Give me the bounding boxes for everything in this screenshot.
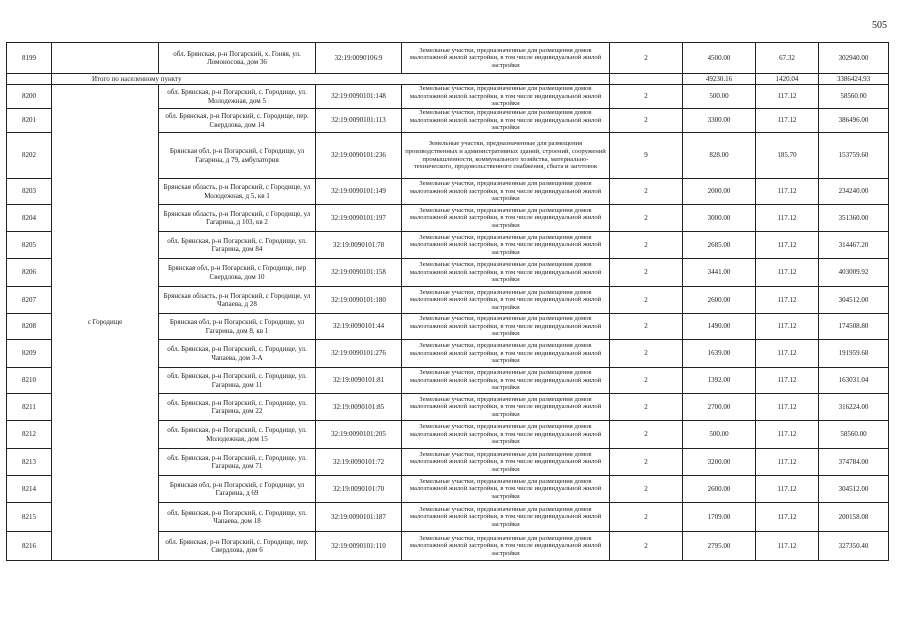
cadastral-number: 32:19:0090101:85 [316, 394, 402, 421]
row-number: 8204 [7, 205, 52, 232]
value-cell: 304512.00 [819, 287, 889, 314]
category-cell: 9 [610, 133, 683, 179]
area-cell: 2600.00 [683, 476, 756, 503]
rate-cell: 117.12 [756, 503, 819, 532]
land-use-cell: Земельные участки, предназначенные для размещения домов малоэтажной жилой застройки, в том числе индивидуальной жилой застройки [402, 205, 610, 232]
locality-name: с Городище [52, 85, 159, 561]
address-cell: обл. Брянская, р-н Погарский, с. Городище, ул. Молодежная, дом 15 [159, 421, 316, 449]
area-cell: 2700.00 [683, 394, 756, 421]
address-cell: обл. Брянская, р-н Погарский, с. Городище, пер. Свердлова, дом 6 [159, 532, 316, 561]
empty-cell [610, 74, 683, 85]
area-cell: 4500.00 [683, 43, 756, 74]
rate-cell: 117.12 [756, 532, 819, 561]
cadastral-number: 32:19:0090106:9 [316, 43, 402, 74]
category-cell: 2 [610, 232, 683, 259]
area-cell: 1392.00 [683, 368, 756, 394]
rate-cell: 117.12 [756, 476, 819, 503]
row-number: 8203 [7, 179, 52, 205]
row-number: 8206 [7, 259, 52, 287]
row-number: 8208 [7, 314, 52, 340]
address-cell: обл. Брянская, р-н Погарский, с. Городище, ул. Гагарина, дом 11 [159, 368, 316, 394]
area-cell: 1709.00 [683, 503, 756, 532]
value-cell: 302940.00 [819, 43, 889, 74]
area-cell: 1490.00 [683, 314, 756, 340]
rate-cell: 117.12 [756, 314, 819, 340]
address-cell: Брянская обл, р-н Погарский, с Городище, ул Гагарина, д 69 [159, 476, 316, 503]
address-cell: обл. Брянская, р-н Погарский, с. Городище, ул. Гагарина, дом 84 [159, 232, 316, 259]
land-use-cell: Земельные участки, предназначенные для размещения домов малоэтажной жилой застройки, в том числе индивидуальной жилой застройки [402, 476, 610, 503]
rate-cell: 117.12 [756, 421, 819, 449]
category-cell: 2 [610, 421, 683, 449]
rate-cell: 117.12 [756, 109, 819, 133]
category-cell: 2 [610, 532, 683, 561]
value-cell: 191959.68 [819, 340, 889, 368]
category-cell: 2 [610, 179, 683, 205]
value-cell: 316224.00 [819, 394, 889, 421]
rate-cell: 185.70 [756, 133, 819, 179]
category-cell: 2 [610, 394, 683, 421]
cadastral-number: 32:19:0090101:78 [316, 232, 402, 259]
category-cell: 2 [610, 476, 683, 503]
locality-cell [52, 43, 159, 74]
value-cell: 374784.00 [819, 449, 889, 476]
value-cell: 386496.00 [819, 109, 889, 133]
land-use-cell: Земельные участки, предназначенные для размещения домов малоэтажной жилой застройки, в том числе индивидуальной жилой застройки [402, 421, 610, 449]
land-use-cell: Земельные участки, предназначенные для размещения домов малоэтажной жилой застройки, в том числе индивидуальной жилой застройки [402, 287, 610, 314]
address-cell: Брянская область, р-н Погарский, с Городище, ул Чапаева, д 28 [159, 287, 316, 314]
cadastral-number: 32:19:0090101:276 [316, 340, 402, 368]
address-cell: обл. Брянская, р-н Погарский, с. Городище, ул. Молодежная, дом 5 [159, 85, 316, 109]
cadastral-number: 32:19:0090101:205 [316, 421, 402, 449]
category-cell: 2 [610, 43, 683, 74]
address-cell: Брянская обл, р-н Погарский, с Городище, ул Гагарина, дом 8, кв 1 [159, 314, 316, 340]
area-cell: 2000.00 [683, 179, 756, 205]
row-number: 8209 [7, 340, 52, 368]
row-number: 8211 [7, 394, 52, 421]
rate-cell: 117.12 [756, 179, 819, 205]
value-cell: 234240.00 [819, 179, 889, 205]
total-value: 3386424.93 [819, 74, 889, 85]
land-registry-table [6, 42, 889, 561]
cadastral-number: 32:19:0090101:158 [316, 259, 402, 287]
cadastral-number: 32:19:0090101:236 [316, 133, 402, 179]
address-cell: обл. Брянская, р-н Погарский, с. Городище, ул. Гагарина, дом 71 [159, 449, 316, 476]
area-cell: 500.00 [683, 421, 756, 449]
cadastral-number: 32:19:0090101:72 [316, 449, 402, 476]
address-cell: Брянская обл, р-н Погарский, с Городище, ул Гагарина, д 79, амбулатория [159, 133, 316, 179]
address-cell: обл. Брянская, р-н Погарский, с. Городище, ул. Чапаева, дом 3-А [159, 340, 316, 368]
total-label: Итого по населенному пункту [52, 74, 610, 85]
cadastral-number: 32:19:0090101:70 [316, 476, 402, 503]
address-cell: обл. Брянская, р-н Погарский, х. Гоняя, ул. Ломоносова, дом 36 [159, 43, 316, 74]
address-cell: Брянская область, р-н Погарский, с Городище, ул Гагарина, д 103, кв 2 [159, 205, 316, 232]
cadastral-number: 32:19:0090101:110 [316, 532, 402, 561]
rate-cell: 117.12 [756, 205, 819, 232]
area-cell: 3441.00 [683, 259, 756, 287]
area-cell: 1639.00 [683, 340, 756, 368]
category-cell: 2 [610, 205, 683, 232]
address-cell: обл. Брянская, р-н Погарский, с. Городище, ул. Гагарина, дом 22 [159, 394, 316, 421]
address-cell: обл. Брянская, р-н Погарский, с. Городище, ул. Чапаева, дом 18 [159, 503, 316, 532]
rate-cell: 117.12 [756, 85, 819, 109]
category-cell: 2 [610, 449, 683, 476]
rate-cell: 117.12 [756, 368, 819, 394]
address-cell: обл. Брянская, р-н Погарский, с. Городище, пер. Свердлова, дом 14 [159, 109, 316, 133]
category-cell: 2 [610, 368, 683, 394]
row-number: 8200 [7, 85, 52, 109]
area-cell: 3300.00 [683, 109, 756, 133]
land-use-cell: Земельные участки, предназначенные для размещения домов малоэтажной жилой застройки, в том числе индивидуальной жилой застройки [402, 503, 610, 532]
cadastral-number: 32:19:0090101:149 [316, 179, 402, 205]
total-rate: 1420.04 [756, 74, 819, 85]
category-cell: 2 [610, 259, 683, 287]
row-number: 8212 [7, 421, 52, 449]
category-cell: 2 [610, 287, 683, 314]
row-number: 8214 [7, 476, 52, 503]
cadastral-number: 32:19:0090101:113 [316, 109, 402, 133]
land-use-cell: Земельные участки, предназначенные для размещения домов малоэтажной жилой застройки, в том числе индивидуальной жилой застройки [402, 532, 610, 561]
area-cell: 2795.00 [683, 532, 756, 561]
value-cell: 153759.60 [819, 133, 889, 179]
cadastral-number: 32:19:0090101:44 [316, 314, 402, 340]
cadastral-number: 32:19:0090101:81 [316, 368, 402, 394]
cadastral-number: 32:19:0090101:197 [316, 205, 402, 232]
value-cell: 58560.00 [819, 421, 889, 449]
area-cell: 3200.00 [683, 449, 756, 476]
address-cell: Брянская область, р-н Погарский, с Городище, ул Молодежная, д 5, кв 1 [159, 179, 316, 205]
category-cell: 2 [610, 340, 683, 368]
rate-cell: 117.12 [756, 340, 819, 368]
rate-cell: 67.32 [756, 43, 819, 74]
land-use-cell: Земельные участки, предназначенные для размещения домов малоэтажной жилой застройки, в том числе индивидуальной жилой застройки [402, 449, 610, 476]
rate-cell: 117.12 [756, 287, 819, 314]
page-number: 505 [872, 20, 887, 31]
value-cell: 58560.00 [819, 85, 889, 109]
land-use-cell: Земельные участки, предназначенные для размещения домов малоэтажной жилой застройки, в том числе индивидуальной жилой застройки [402, 43, 610, 74]
area-cell: 500.00 [683, 85, 756, 109]
row-number: 8210 [7, 368, 52, 394]
row-number: 8199 [7, 43, 52, 74]
row-number: 8201 [7, 109, 52, 133]
category-cell: 2 [610, 503, 683, 532]
land-use-cell: Земельные участки, предназначенные для размещения домов малоэтажной жилой застройки, в том числе индивидуальной жилой застройки [402, 394, 610, 421]
row-number: 8213 [7, 449, 52, 476]
rate-cell: 117.12 [756, 394, 819, 421]
land-use-cell: Земельные участки, предназначенные для размещения домов малоэтажной жилой застройки, в том числе индивидуальной жилой застройки [402, 179, 610, 205]
table-row [7, 85, 889, 109]
value-cell: 327350.40 [819, 532, 889, 561]
total-area: 49230.16 [683, 74, 756, 85]
address-cell: Брянская обл, р-н Погарский, с Городище, пер Свердлова, дом 10 [159, 259, 316, 287]
land-use-cell: Земельные участки, предназначенные для размещения домов малоэтажной жилой застройки, в том числе индивидуальной жилой застройки [402, 340, 610, 368]
land-use-cell: Земельные участки, предназначенные для размещения домов малоэтажной жилой застройки, в том числе индивидуальной жилой застройки [402, 368, 610, 394]
area-cell: 2685.00 [683, 232, 756, 259]
row-number: 8202 [7, 133, 52, 179]
cadastral-number: 32:19:0090101:148 [316, 85, 402, 109]
value-cell: 174508.80 [819, 314, 889, 340]
row-number: 8215 [7, 503, 52, 532]
area-cell: 2600.00 [683, 287, 756, 314]
row-number: 8216 [7, 532, 52, 561]
locality-total-row [7, 74, 889, 85]
rate-cell: 117.12 [756, 449, 819, 476]
empty-cell [7, 74, 52, 85]
value-cell: 163031.04 [819, 368, 889, 394]
land-use-cell: Земельные участки, предназначенные для размещения домов малоэтажной жилой застройки, в том числе индивидуальной жилой застройки [402, 109, 610, 133]
cadastral-number: 32:19:0090101:187 [316, 503, 402, 532]
land-use-cell: Земельные участки, предназначенные для размещения производственных и административных зданий, строений, сооружений промышленности, коммунального хозяйства, материально-технического, продовольственного снабжения, сбыта и заготовок [402, 133, 610, 179]
land-use-cell: Земельные участки, предназначенные для размещения домов малоэтажной жилой застройки, в том числе индивидуальной жилой застройки [402, 85, 610, 109]
category-cell: 2 [610, 85, 683, 109]
land-use-cell: Земельные участки, предназначенные для размещения домов малоэтажной жилой застройки, в том числе индивидуальной жилой застройки [402, 314, 610, 340]
category-cell: 2 [610, 109, 683, 133]
table-row [7, 43, 889, 74]
value-cell: 351360.00 [819, 205, 889, 232]
row-number: 8207 [7, 287, 52, 314]
category-cell: 2 [610, 314, 683, 340]
value-cell: 200158.08 [819, 503, 889, 532]
area-cell: 828.00 [683, 133, 756, 179]
land-use-cell: Земельные участки, предназначенные для размещения домов малоэтажной жилой застройки, в том числе индивидуальной жилой застройки [402, 259, 610, 287]
land-use-cell: Земельные участки, предназначенные для размещения домов малоэтажной жилой застройки, в том числе индивидуальной жилой застройки [402, 232, 610, 259]
rate-cell: 117.12 [756, 232, 819, 259]
area-cell: 3000.00 [683, 205, 756, 232]
value-cell: 403009.92 [819, 259, 889, 287]
cadastral-number: 32:19:0090101:180 [316, 287, 402, 314]
rate-cell: 117.12 [756, 259, 819, 287]
value-cell: 314467.20 [819, 232, 889, 259]
value-cell: 304512.00 [819, 476, 889, 503]
row-number: 8205 [7, 232, 52, 259]
